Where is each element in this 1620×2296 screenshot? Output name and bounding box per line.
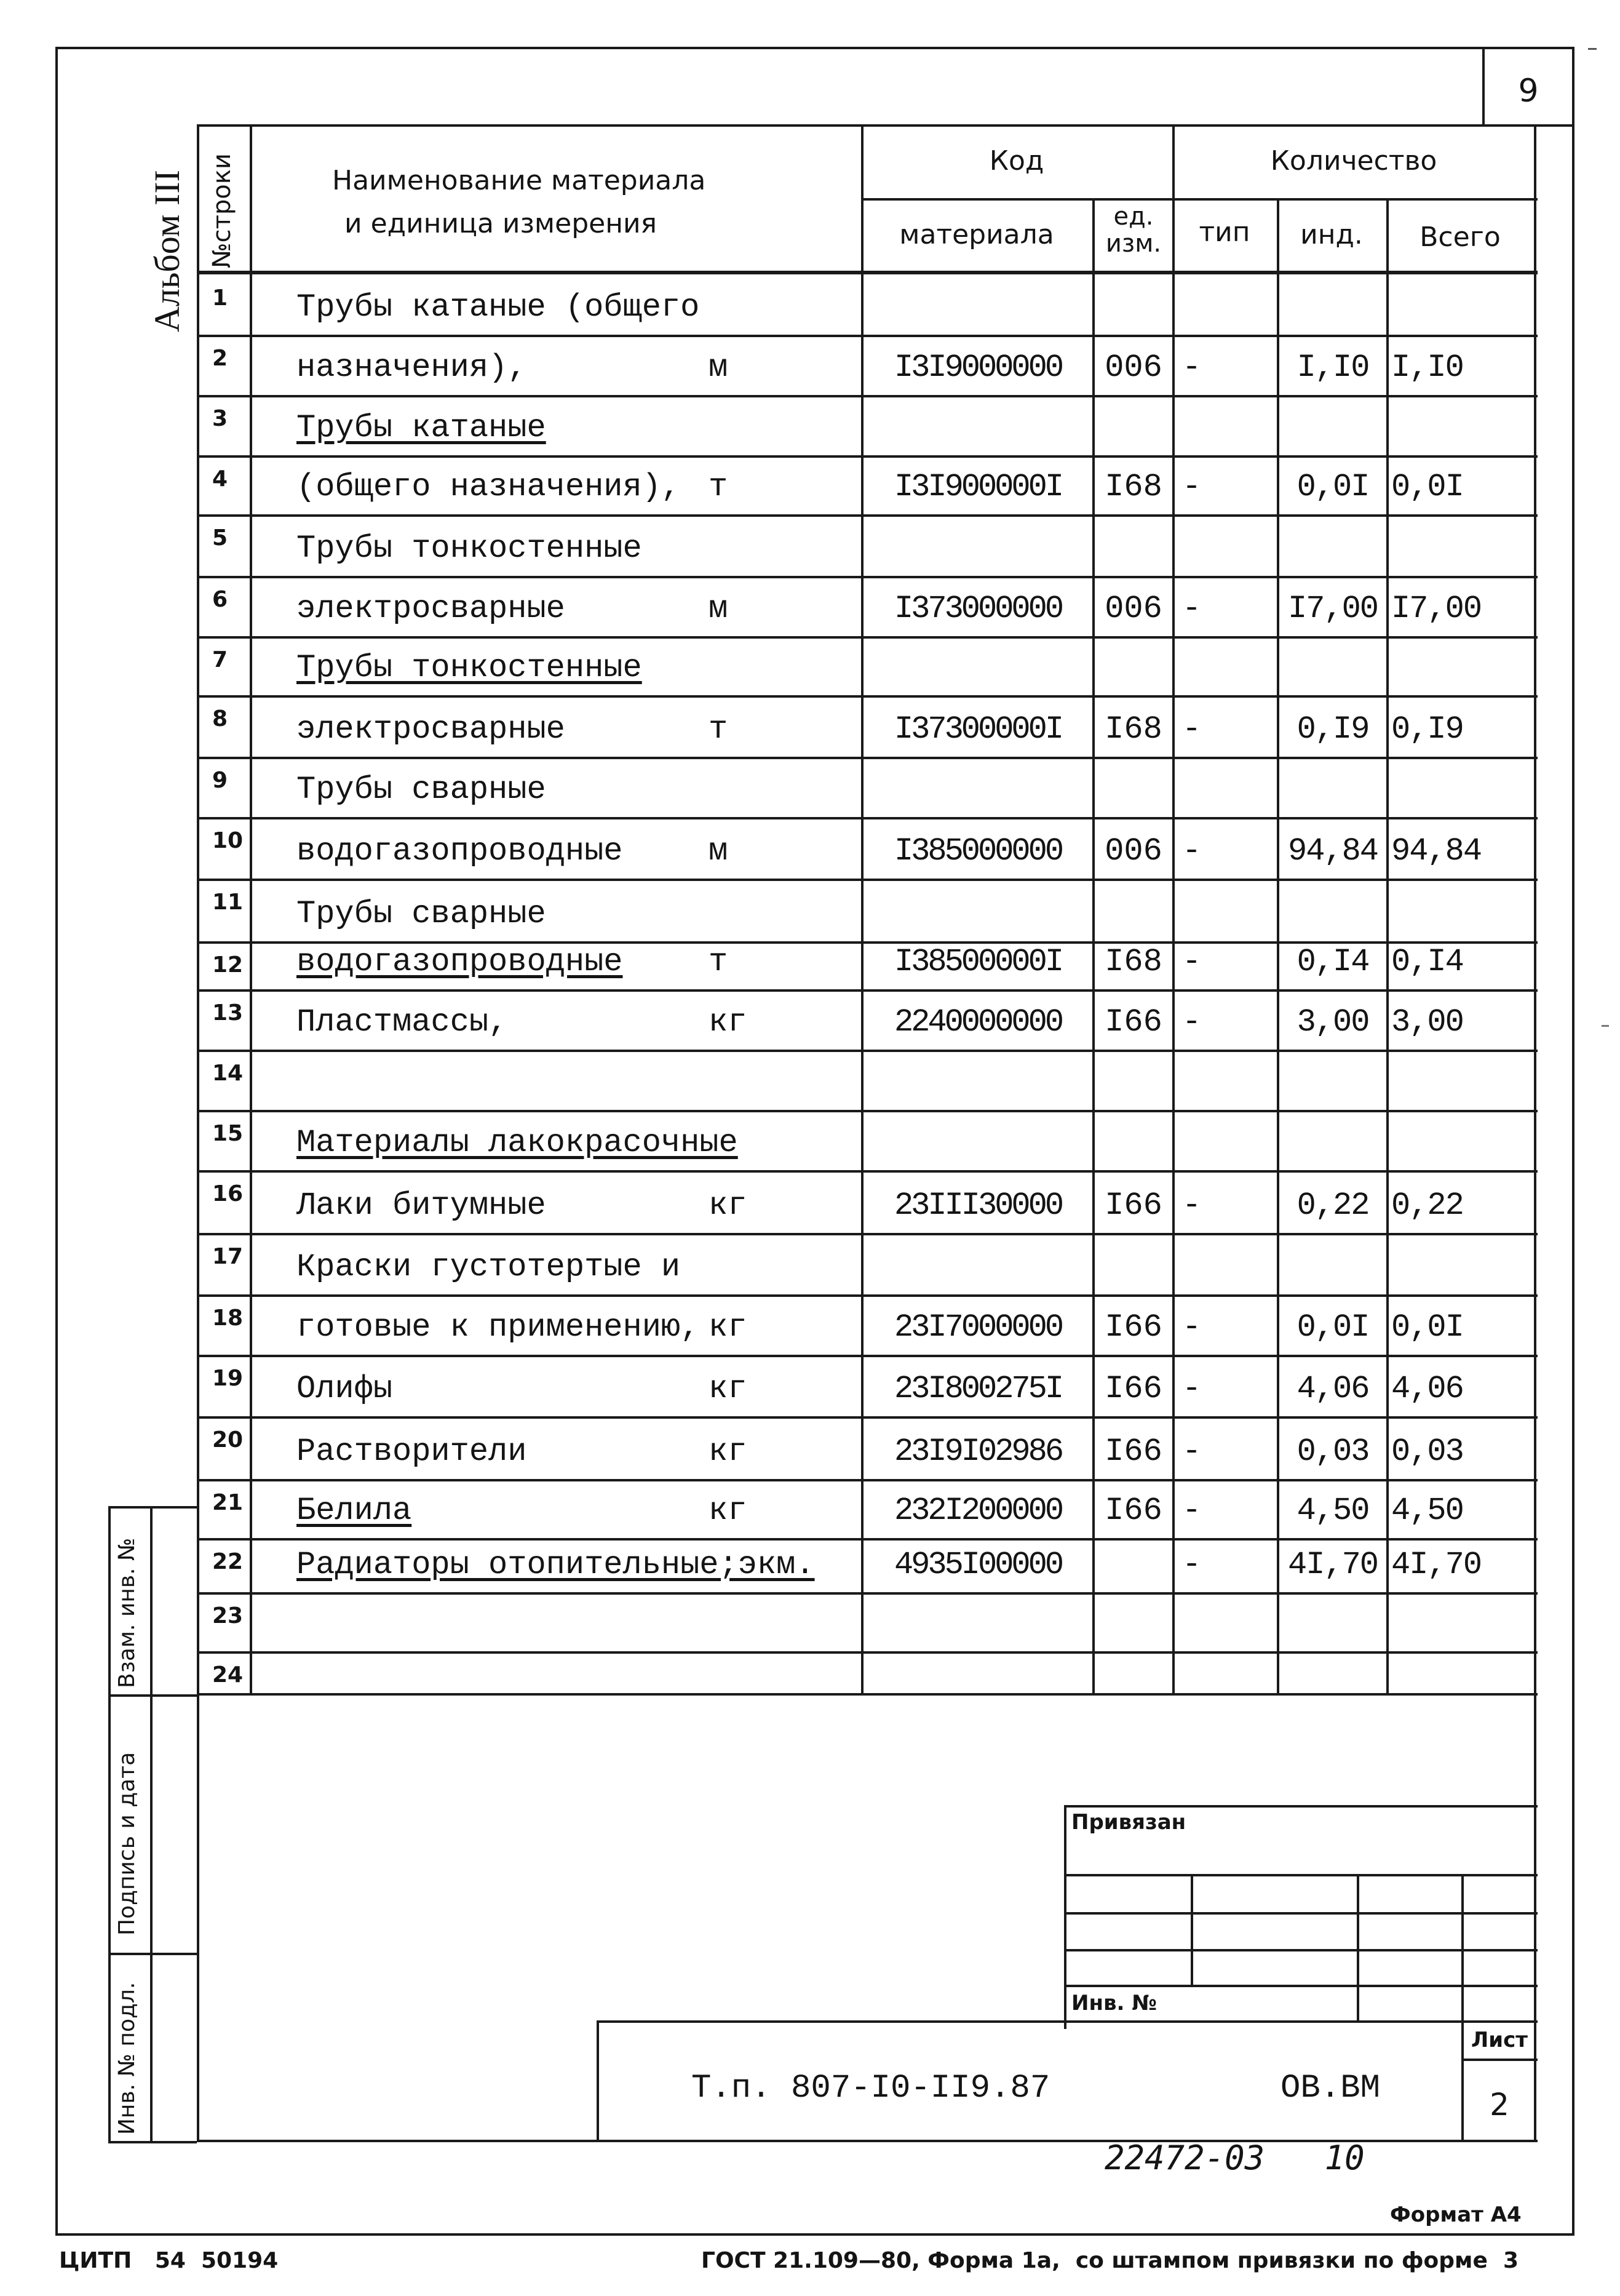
row-separator bbox=[197, 1233, 1538, 1235]
list-label: Лист bbox=[1471, 2028, 1528, 2052]
unit-name: кг bbox=[709, 1004, 747, 1040]
material-name: Трубы тонкостенные bbox=[296, 530, 642, 567]
qty-total: 0,0I bbox=[1391, 469, 1463, 505]
side-stamp-bottom bbox=[108, 2141, 197, 2143]
qty-type: - bbox=[1182, 349, 1202, 386]
footer-right: ГОСТ 21.109—80, Форма 1а, со штампом привязки по форме 3 bbox=[701, 2248, 1519, 2273]
row-number: 16 bbox=[212, 1181, 244, 1206]
row-number: 7 bbox=[212, 647, 228, 672]
unit-name: т bbox=[709, 469, 728, 505]
qty-ind: I,I0 bbox=[1296, 349, 1369, 386]
material-code: I373000000 bbox=[894, 591, 1062, 627]
header-qty-ind: инд. bbox=[1300, 219, 1363, 250]
row-separator bbox=[197, 1538, 1538, 1541]
qty-type: - bbox=[1182, 833, 1202, 869]
edge-mark-right bbox=[1602, 1025, 1609, 1027]
row-separator bbox=[197, 1651, 1538, 1654]
qty-ind: 4,50 bbox=[1296, 1493, 1369, 1529]
qty-ind: 4,06 bbox=[1296, 1371, 1369, 1407]
material-code: I37300000I bbox=[894, 711, 1062, 747]
side-stamp-div2 bbox=[108, 1953, 197, 1955]
privyazan-col3 bbox=[1461, 1874, 1464, 2022]
header-qty-type: тип bbox=[1199, 217, 1250, 248]
unit-name: т bbox=[709, 944, 728, 980]
row-number: 8 bbox=[212, 706, 228, 731]
row-separator bbox=[197, 335, 1538, 337]
material-name: Трубы тонкостенные bbox=[296, 650, 642, 686]
material-code: 23III30000 bbox=[894, 1187, 1062, 1224]
qty-ind: I7,00 bbox=[1287, 591, 1378, 627]
qty-type: - bbox=[1182, 944, 1202, 980]
qty-ind: 0,0I bbox=[1296, 1309, 1369, 1345]
stamp-area-top bbox=[197, 1693, 1538, 1696]
row-separator bbox=[197, 455, 1538, 458]
header-quantity: Количество bbox=[1270, 145, 1437, 177]
qty-type: - bbox=[1182, 1547, 1202, 1583]
title-stamp-top bbox=[597, 2020, 1538, 2023]
row-separator bbox=[197, 1479, 1538, 1481]
qty-ind: 0,03 bbox=[1296, 1433, 1369, 1470]
list-box-div bbox=[1461, 2059, 1538, 2061]
unit-code: 006 bbox=[1105, 349, 1162, 386]
material-name: Белила bbox=[296, 1493, 412, 1529]
unit-code: I68 bbox=[1105, 469, 1162, 505]
qty-total: 94,84 bbox=[1391, 833, 1482, 869]
material-code: 23I7000000 bbox=[894, 1309, 1062, 1345]
designation: Т.п. 807-I0-II9.87 bbox=[691, 2070, 1050, 2107]
frame-bottom bbox=[55, 2233, 1574, 2236]
row-number: 5 bbox=[212, 525, 228, 551]
header-code: Код bbox=[989, 145, 1044, 177]
row-number: 11 bbox=[212, 890, 244, 915]
qty-total: I7,00 bbox=[1391, 591, 1482, 627]
row-separator bbox=[197, 576, 1538, 578]
header-name-line2: и единица измерения bbox=[344, 208, 657, 239]
material-name: (общего назначения), bbox=[296, 469, 681, 505]
header-name-line1: Наименование материала bbox=[332, 165, 706, 196]
col-qty bbox=[1172, 124, 1175, 1694]
qty-ind: 4I,70 bbox=[1287, 1547, 1378, 1583]
row-number: 15 bbox=[212, 1121, 244, 1146]
list-number: 2 bbox=[1490, 2087, 1509, 2123]
unit-name: кг bbox=[709, 1371, 747, 1407]
unit-code: I66 bbox=[1105, 1187, 1162, 1224]
material-name: Олифы bbox=[296, 1371, 393, 1407]
row-number: 13 bbox=[212, 1000, 244, 1026]
row-number: 3 bbox=[212, 406, 228, 431]
qty-total: 0,0I bbox=[1391, 1309, 1463, 1345]
qty-type: - bbox=[1182, 1433, 1202, 1470]
qty-total: 0,03 bbox=[1391, 1433, 1463, 1470]
material-name: Лаки битумные bbox=[296, 1187, 546, 1224]
row-separator bbox=[197, 636, 1538, 639]
row-number: 1 bbox=[212, 285, 228, 311]
col-left bbox=[197, 124, 199, 1694]
qty-total: 0,I4 bbox=[1391, 944, 1463, 980]
qty-total: 4,06 bbox=[1391, 1371, 1463, 1407]
side-stamp-vzam: Взам. инв. № bbox=[114, 1537, 140, 1688]
format-label: Формат А4 bbox=[1390, 2202, 1522, 2227]
material-code: I385000000 bbox=[894, 833, 1062, 869]
qty-ind: 0,I4 bbox=[1296, 944, 1369, 980]
material-name: Трубы сварные bbox=[296, 896, 546, 932]
header-code-material: материала bbox=[899, 219, 1054, 250]
row-number: 18 bbox=[212, 1305, 244, 1331]
qty-total: 3,00 bbox=[1391, 1004, 1463, 1040]
row-separator bbox=[197, 395, 1538, 397]
inv-no-label: Инв. № bbox=[1071, 1991, 1157, 2015]
qty-ind: 0,I9 bbox=[1296, 711, 1369, 747]
material-name: Растворители bbox=[296, 1433, 527, 1470]
qty-type: - bbox=[1182, 591, 1202, 627]
material-code: 23I800275I bbox=[894, 1371, 1062, 1407]
frame-right bbox=[1572, 47, 1574, 2234]
material-code: I38500000I bbox=[894, 944, 1062, 980]
material-name: Краски густотертые и bbox=[296, 1249, 681, 1285]
material-name: электросварные bbox=[296, 591, 565, 627]
unit-code: 006 bbox=[1105, 833, 1162, 869]
row-separator bbox=[197, 514, 1538, 517]
row-separator bbox=[197, 1294, 1538, 1297]
qty-type: - bbox=[1182, 1187, 1202, 1224]
row-number: 23 bbox=[212, 1603, 244, 1628]
header-mid-line bbox=[861, 198, 1538, 201]
qty-type: - bbox=[1182, 469, 1202, 505]
unit-name: м bbox=[709, 833, 728, 869]
material-name: электросварные bbox=[296, 711, 565, 747]
row-separator bbox=[197, 1170, 1538, 1173]
material-name: Пластмассы, bbox=[296, 1004, 508, 1040]
qty-type: - bbox=[1182, 1371, 1202, 1407]
row-number: 10 bbox=[212, 828, 244, 853]
drawing-mark: ОВ.ВМ bbox=[1281, 2070, 1381, 2107]
side-stamp-right bbox=[150, 1506, 153, 2142]
unit-name: кг bbox=[709, 1309, 747, 1345]
material-name: Радиаторы отопительные;экм. bbox=[296, 1547, 815, 1583]
qty-ind: 0,22 bbox=[1296, 1187, 1369, 1224]
qty-type: - bbox=[1182, 711, 1202, 747]
row-separator bbox=[197, 1110, 1538, 1112]
edge-mark-top bbox=[1588, 48, 1597, 50]
material-name: Трубы катаные (общего bbox=[296, 289, 700, 325]
unit-code: I68 bbox=[1105, 944, 1162, 980]
qty-type: - bbox=[1182, 1493, 1202, 1529]
material-code: I3I900000I bbox=[894, 469, 1062, 505]
row-separator bbox=[197, 757, 1538, 759]
privyazan-row3 bbox=[1064, 1949, 1538, 1951]
table-top bbox=[197, 124, 1538, 127]
material-name: Трубы сварные bbox=[296, 771, 546, 808]
header-code-unit: ед. изм. bbox=[1105, 202, 1162, 258]
privyazan-left bbox=[1064, 1805, 1066, 2029]
unit-code: I66 bbox=[1105, 1004, 1162, 1040]
unit-name: м bbox=[709, 349, 728, 386]
material-code: 232I200000 bbox=[894, 1493, 1062, 1529]
row-separator bbox=[197, 1050, 1538, 1052]
qty-ind: 0,0I bbox=[1296, 469, 1369, 505]
privyazan-top bbox=[1064, 1805, 1538, 1808]
row-separator bbox=[197, 695, 1538, 698]
material-code: 4935I00000 bbox=[894, 1547, 1062, 1583]
qty-total: 4,50 bbox=[1391, 1493, 1463, 1529]
row-number: 24 bbox=[212, 1662, 244, 1688]
row-number: 22 bbox=[212, 1549, 244, 1574]
material-code: 23I9I02986 bbox=[894, 1433, 1062, 1470]
qty-total: I,I0 bbox=[1391, 349, 1463, 386]
qty-ind: 94,84 bbox=[1287, 833, 1378, 869]
row-separator bbox=[197, 989, 1538, 992]
material-code: I3I9000000 bbox=[894, 349, 1062, 386]
row-number: 2 bbox=[212, 346, 228, 371]
unit-code: I66 bbox=[1105, 1493, 1162, 1529]
unit-code: 006 bbox=[1105, 591, 1162, 627]
col-right bbox=[1534, 124, 1536, 1694]
privyazan-label: Привязан bbox=[1071, 1810, 1186, 1835]
unit-code: I66 bbox=[1105, 1309, 1162, 1345]
col-rownum bbox=[250, 124, 252, 1694]
handwritten-inventory: 22472-03 10 bbox=[1105, 2139, 1365, 2177]
stamp-area-left bbox=[197, 1693, 199, 2142]
material-name: Трубы катаные bbox=[296, 410, 546, 446]
privyazan-row1 bbox=[1064, 1874, 1538, 1876]
row-separator bbox=[197, 1416, 1538, 1419]
privyazan-col1 bbox=[1191, 1874, 1193, 1986]
side-stamp-podpis: Подпись и дата bbox=[114, 1752, 140, 1935]
row-separator bbox=[197, 1355, 1538, 1357]
qty-total: 0,I9 bbox=[1391, 711, 1463, 747]
footer-left: ЦИТП 54 50194 bbox=[59, 2248, 279, 2273]
unit-code: I66 bbox=[1105, 1433, 1162, 1470]
privyazan-col2 bbox=[1357, 1874, 1359, 2022]
row-number: 6 bbox=[212, 587, 228, 612]
material-name: водогазопроводные bbox=[296, 833, 623, 869]
row-number: 19 bbox=[212, 1366, 244, 1391]
privyazan-row4 bbox=[1064, 1985, 1538, 1987]
row-number: 4 bbox=[212, 466, 228, 492]
header-row-no: №строки bbox=[208, 153, 236, 268]
unit-name: т bbox=[709, 711, 728, 747]
header-qty-total: Всего bbox=[1419, 221, 1501, 253]
qty-total: 4I,70 bbox=[1391, 1547, 1482, 1583]
unit-name: кг bbox=[709, 1493, 747, 1529]
qty-ind: 3,00 bbox=[1296, 1004, 1369, 1040]
side-stamp-div1 bbox=[108, 1694, 197, 1697]
sheet-number: 9 bbox=[1518, 73, 1539, 110]
side-stamp-left bbox=[108, 1506, 111, 2142]
frame-left bbox=[55, 47, 58, 2234]
row-number: 14 bbox=[212, 1061, 244, 1086]
row-number: 17 bbox=[212, 1244, 244, 1269]
unit-name: кг bbox=[709, 1433, 747, 1470]
side-stamp-inv-podl: Инв. № подл. bbox=[114, 1982, 140, 2135]
unit-name: кг bbox=[709, 1187, 747, 1224]
unit-code: I66 bbox=[1105, 1371, 1162, 1407]
album-label: Альбом III bbox=[147, 170, 187, 332]
material-name: готовые к применению, bbox=[296, 1309, 700, 1345]
row-number: 9 bbox=[212, 768, 228, 793]
privyazan-row2 bbox=[1064, 1912, 1538, 1915]
qty-type: - bbox=[1182, 1309, 1202, 1345]
qty-total: 0,22 bbox=[1391, 1187, 1463, 1224]
row-number: 12 bbox=[212, 952, 244, 978]
row-number: 21 bbox=[212, 1490, 244, 1515]
frame-top bbox=[55, 47, 1574, 49]
row-separator bbox=[197, 817, 1538, 819]
row-number: 20 bbox=[212, 1427, 244, 1453]
material-code: 2240000000 bbox=[894, 1004, 1062, 1040]
unit-code: I68 bbox=[1105, 711, 1162, 747]
header-bottom-line bbox=[197, 271, 1538, 274]
row-separator bbox=[197, 879, 1538, 881]
material-name: Материалы лакокрасочные bbox=[296, 1125, 738, 1161]
row-separator bbox=[197, 1592, 1538, 1595]
title-stamp-left bbox=[597, 2020, 599, 2142]
unit-name: м bbox=[709, 591, 728, 627]
col-total bbox=[1386, 198, 1389, 1694]
side-stamp-top bbox=[108, 1506, 197, 1509]
qty-type: - bbox=[1182, 1004, 1202, 1040]
stamp-area-right bbox=[1534, 1693, 1536, 2142]
material-name: назначения), bbox=[296, 349, 527, 386]
material-name: водогазопроводные bbox=[296, 944, 623, 980]
